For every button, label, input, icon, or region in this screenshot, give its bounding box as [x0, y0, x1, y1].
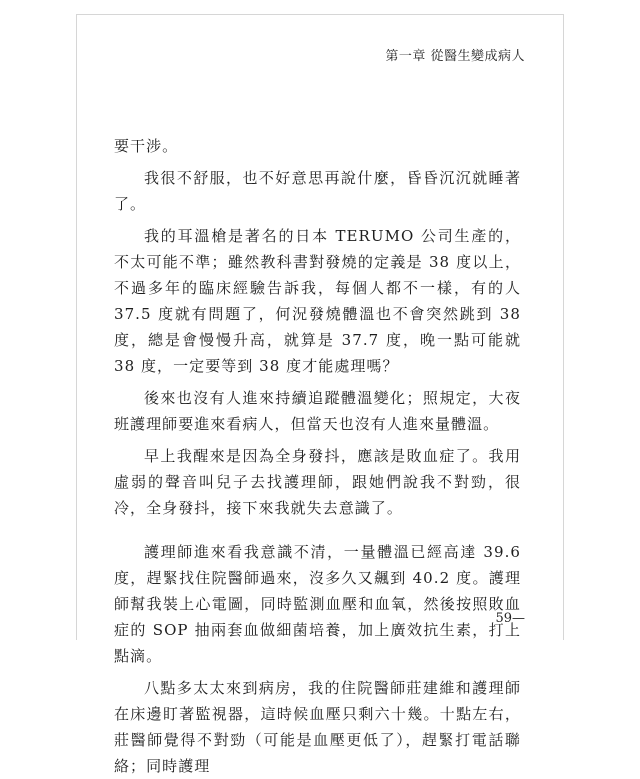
paragraph: 我很不舒服，也不好意思再說什麼，昏昏沉沉就睡著了。 [114, 169, 521, 213]
paragraph: 要干涉。 [114, 137, 179, 155]
paragraph: 早上我醒來是因為全身發抖，應該是敗血症了。我用虛弱的聲音叫兒子去找護理師，跟她們說我不對勁，很冷，全身發抖，接下來我就失去意識了。 [114, 447, 521, 517]
page-body [114, 133, 521, 779]
chapter-header: 第一章 從醫生變成病人 [385, 49, 525, 64]
paragraph: 八點多太太來到病房，我的住院醫師莊建維和護理師在床邊盯著監視器，這時候血壓只剩六十幾。十點左右，莊醫師覺得不對勁（可能是血壓更低了），趕緊打電話聯絡；同時護理 [114, 679, 521, 775]
paragraph: 後來也沒有人進來持續追蹤體溫變化；照規定，大夜班護理師要進來看病人，但當天也沒有人進來量體溫。 [114, 389, 521, 433]
paragraph: 護理師進來看我意識不清，一量體溫已經高達 39.6 度，趕緊找住院醫師過來，沒多久又飆到 40.2 度。護理師幫我裝上心電圖，同時監測血壓和血氧，然後按照敗血症的 SOP 抽兩套血做細菌培養，加上廣效抗生素，打上點滴。 [114, 543, 521, 665]
paragraph: 我的耳溫槍是著名的日本 TERUMO 公司生產的，不太可能不準；雖然教科書對發燒的定義是 38 度以上，不過多年的臨床經驗告訴我，每個人都不一樣，有的人 37.5 度就有問題了，何況發燒體溫也不會突然跳到 38 度，總是會慢慢升高，就算是 37.7 度，晚一點可能就 38 度，一定要等到 38 度才能處理嗎？ [114, 227, 521, 375]
page-number: 59— [495, 611, 525, 626]
book-page [76, 14, 564, 775]
